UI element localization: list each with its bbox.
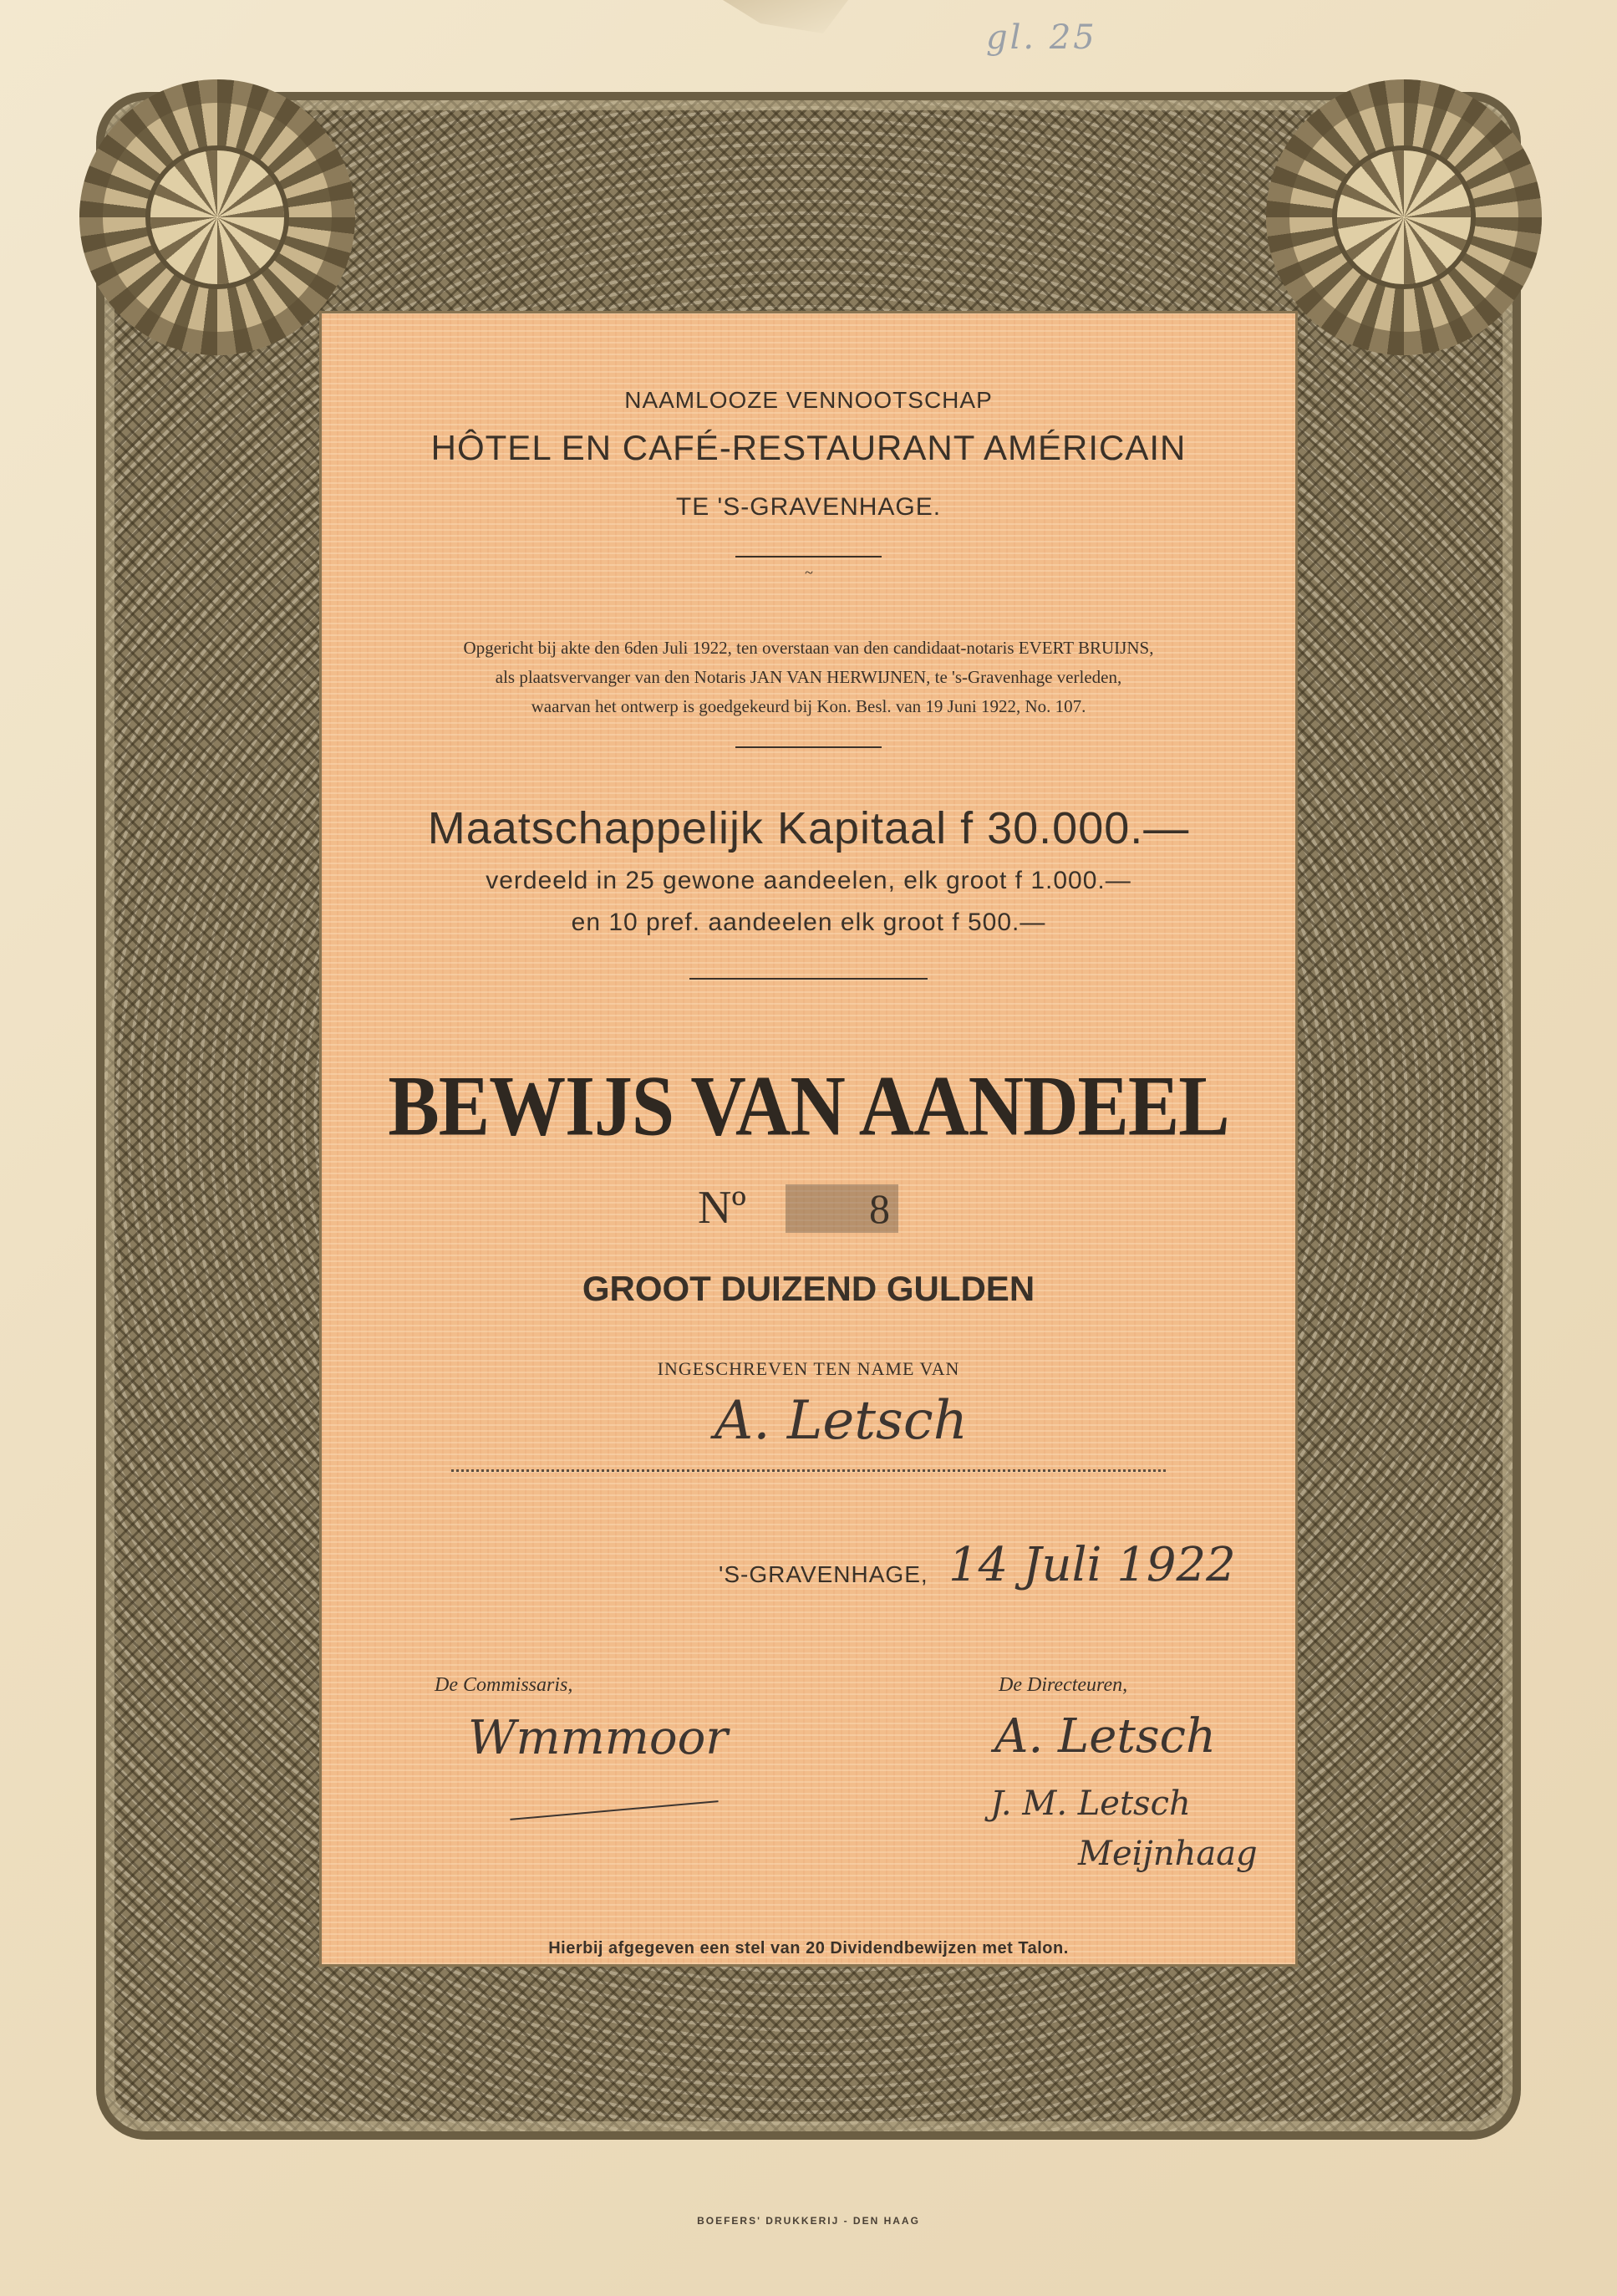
authorized-capital: Maatschappelijk Kapitaal f 30.000.— <box>427 803 1190 853</box>
denomination: GROOT DUIZEND GULDEN <box>582 1269 1035 1308</box>
number-label: Nº <box>698 1182 746 1234</box>
commissaris-signature: Wmmmoor <box>468 1711 729 1765</box>
city-label: 'S-GRAVENHAGE, <box>719 1561 928 1587</box>
company-type: NAAMLOOZE VENNOOTSCHAP <box>624 387 993 413</box>
signature-flourish <box>510 1800 718 1820</box>
talon-note: Hierbij afgegeven een stel van 20 Dividendbewijzen met Talon. <box>548 1939 1069 1957</box>
issue-date: 14 Juli 1922 <box>948 1538 1236 1592</box>
ornament-icon: ~ <box>805 564 813 581</box>
corner-rosette-left-icon <box>79 79 355 355</box>
certificate-content <box>322 313 1295 1964</box>
share-division-ordinary: verdeeld in 25 gewone aandeelen, elk groot f 1.000.— <box>486 867 1131 894</box>
holder-dotted-line <box>451 1469 1166 1472</box>
certificate-title: BEWIJS VAN AANDEEL <box>388 1057 1229 1154</box>
divider-rule <box>735 556 882 557</box>
deed-line-3: waarvan het ontwerp is goedgekeurd bij Kon. Besl. van 19 Juni 1922, No. 107. <box>531 696 1086 716</box>
deed-line-2: als plaatsvervanger van den Notaris JAN VAN HERWIJNEN, te 's-Gravenhage verleden, <box>495 667 1122 687</box>
directeuren-label: De Directeuren, <box>999 1674 1128 1696</box>
company-name: HÔTEL EN CAFÉ-RESTAURANT AMÉRICAIN <box>430 428 1187 467</box>
pencil-note: gl. 25 <box>986 18 1097 57</box>
commissaris-label: De Commissaris, <box>435 1674 573 1696</box>
director-signature-3: Meijnhaag <box>1078 1835 1258 1873</box>
share-division-preferred: en 10 pref. aandeelen elk groot f 500.— <box>571 909 1046 936</box>
number-value: 8 <box>786 1184 898 1233</box>
printer-imprint: BOEFERS' DRUKKERIJ - DEN HAAG <box>697 2215 920 2227</box>
corner-rosette-right-icon <box>1266 79 1542 355</box>
company-location: TE 'S-GRAVENHAGE. <box>675 493 942 521</box>
holder-signature: A. Letsch <box>714 1390 968 1452</box>
divider-rule <box>735 746 882 748</box>
director-signature-1: A. Letsch <box>994 1709 1217 1764</box>
registered-label: INGESCHREVEN TEN NAME VAN <box>657 1358 960 1379</box>
divider-rule <box>689 978 928 980</box>
director-signature-2: J. M. Letsch <box>990 1784 1191 1823</box>
deed-line-1: Opgericht bij akte den 6den Juli 1922, ten overstaan van den candidaat-notaris EVERT BRUIJNS, <box>463 638 1154 658</box>
